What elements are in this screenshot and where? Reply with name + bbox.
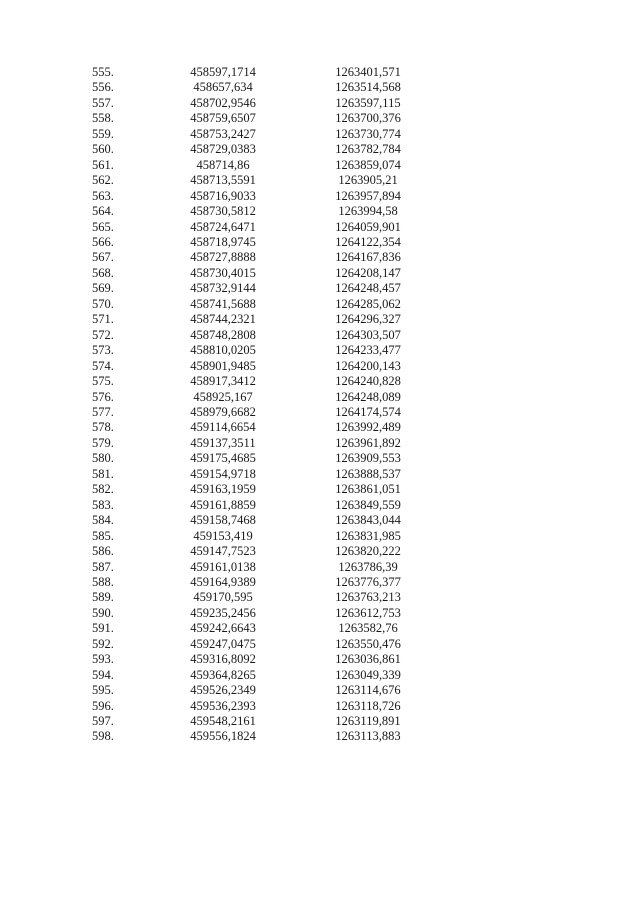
x-coordinate-cell: 458759,6507 (190, 111, 256, 126)
point-number-cell: 595. (92, 683, 114, 698)
y-coordinate-cell: 1263861,051 (335, 482, 401, 497)
table-row (82, 436, 438, 451)
x-coordinate-cell: 458917,3412 (190, 374, 256, 389)
point-number-cell: 566. (92, 234, 114, 249)
x-coordinate-cell: 458716,9033 (190, 188, 256, 203)
point-number-cell: 594. (92, 667, 114, 682)
x-coordinate-cell: 459175,4685 (190, 451, 256, 466)
y-coordinate-cell: 1264059,901 (335, 219, 401, 234)
point-number-cell: 582. (92, 482, 114, 497)
y-coordinate-cell: 1263831,985 (335, 528, 401, 543)
table-row (82, 250, 438, 265)
y-coordinate-cell: 1264122,354 (335, 234, 401, 249)
x-coordinate-cell: 458597,1714 (190, 65, 256, 79)
table-row (82, 714, 438, 729)
x-coordinate-cell: 458729,0383 (190, 142, 256, 157)
x-coordinate-cell: 458741,5688 (190, 296, 256, 311)
point-number-cell: 568. (92, 265, 114, 280)
point-number-cell: 567. (92, 250, 114, 265)
table-row (82, 359, 438, 374)
y-coordinate-cell: 1263859,074 (335, 157, 401, 172)
table-row (82, 683, 438, 698)
y-coordinate-cell: 1263992,489 (335, 420, 401, 435)
point-number-cell: 593. (92, 652, 114, 667)
table-row (82, 575, 438, 590)
table-row (82, 328, 438, 343)
point-number-cell: 598. (92, 729, 114, 744)
point-number-cell: 592. (92, 636, 114, 651)
x-coordinate-cell: 459163,1959 (190, 482, 256, 497)
x-coordinate-cell: 459316,8092 (190, 652, 256, 667)
point-number-cell: 575. (92, 374, 114, 389)
table-row (82, 637, 438, 652)
y-coordinate-cell: 1263514,568 (335, 80, 401, 95)
y-coordinate-cell: 1263909,553 (335, 451, 401, 466)
x-coordinate-cell: 458901,9485 (190, 358, 256, 373)
point-number-cell: 570. (92, 296, 114, 311)
table-row (82, 266, 438, 281)
table-row (82, 668, 438, 683)
table-row (82, 297, 438, 312)
point-number-cell: 573. (92, 343, 114, 358)
table-row (82, 111, 438, 126)
table-row (82, 312, 438, 327)
point-number-cell: 584. (92, 513, 114, 528)
x-coordinate-cell: 459526,2349 (190, 683, 256, 698)
table-row (82, 560, 438, 575)
x-coordinate-cell: 459170,595 (193, 590, 253, 605)
y-coordinate-cell: 1264200,143 (335, 358, 401, 373)
y-coordinate-cell: 1263730,774 (335, 126, 401, 141)
y-coordinate-cell: 1263905,21 (338, 173, 398, 188)
y-coordinate-cell: 1263113,883 (335, 729, 401, 744)
table-row (82, 158, 438, 173)
y-coordinate-cell: 1263114,676 (335, 683, 401, 698)
table-row (82, 405, 438, 420)
table-row (82, 451, 438, 466)
y-coordinate-cell: 1263550,476 (335, 636, 401, 651)
point-number-cell: 560. (92, 142, 114, 157)
point-number-cell: 588. (92, 574, 114, 589)
y-coordinate-cell: 1263597,115 (335, 95, 401, 110)
x-coordinate-cell: 458657,634 (193, 80, 253, 95)
x-coordinate-cell: 458810,0205 (190, 343, 256, 358)
y-coordinate-cell: 1263782,784 (335, 142, 401, 157)
table-row (82, 498, 438, 513)
y-coordinate-cell: 1263763,213 (335, 590, 401, 605)
x-coordinate-cell: 458730,4015 (190, 265, 256, 280)
point-number-cell: 565. (92, 219, 114, 234)
x-coordinate-cell: 459556,1824 (190, 729, 256, 744)
x-coordinate-cell: 458744,2321 (190, 312, 256, 327)
table-row (82, 173, 438, 188)
table-row (82, 343, 438, 358)
point-number-cell: 561. (92, 157, 114, 172)
point-number-cell: 589. (92, 590, 114, 605)
y-coordinate-cell: 1264167,836 (335, 250, 401, 265)
y-coordinate-cell: 1264296,327 (335, 312, 401, 327)
table-row (82, 544, 438, 559)
x-coordinate-cell: 458724,6471 (190, 219, 256, 234)
table-row (82, 390, 438, 405)
y-coordinate-cell: 1263119,891 (335, 714, 401, 729)
x-coordinate-cell: 458713,5591 (190, 173, 256, 188)
y-coordinate-cell: 1263888,537 (335, 466, 401, 481)
y-coordinate-cell: 1264248,089 (335, 389, 401, 404)
x-coordinate-cell: 459137,3511 (190, 435, 256, 450)
point-number-cell: 559. (92, 126, 114, 141)
x-coordinate-cell: 458979,6682 (190, 404, 256, 419)
y-coordinate-cell: 1264285,062 (335, 296, 401, 311)
y-coordinate-cell: 1264208,147 (335, 265, 401, 280)
y-coordinate-cell: 1264233,477 (335, 343, 401, 358)
x-coordinate-cell: 458925,167 (193, 389, 253, 404)
table-row (82, 729, 438, 744)
table-row (82, 621, 438, 636)
y-coordinate-cell: 1263036,861 (335, 652, 401, 667)
table-row (82, 374, 438, 389)
point-number-cell: 585. (92, 528, 114, 543)
point-number-cell: 580. (92, 451, 114, 466)
table-row (82, 235, 438, 250)
y-coordinate-cell: 1263582,76 (338, 621, 398, 636)
x-coordinate-cell: 458727,8888 (190, 250, 256, 265)
point-number-cell: 586. (92, 544, 114, 559)
y-coordinate-cell: 1263612,753 (335, 605, 401, 620)
x-coordinate-cell: 458714,86 (196, 157, 250, 172)
y-coordinate-cell: 1263401,571 (335, 65, 401, 79)
table-row (82, 204, 438, 219)
x-coordinate-cell: 459242,6643 (190, 621, 256, 636)
point-number-cell: 557. (92, 95, 114, 110)
x-coordinate-cell: 459536,2393 (190, 698, 256, 713)
y-coordinate-cell: 1264248,457 (335, 281, 401, 296)
point-number-cell: 579. (92, 435, 114, 450)
table-row (82, 281, 438, 296)
point-number-cell: 574. (92, 358, 114, 373)
coordinate-table (82, 65, 438, 745)
x-coordinate-cell: 459364,8265 (190, 667, 256, 682)
point-number-cell: 562. (92, 173, 114, 188)
table-row (82, 529, 438, 544)
point-number-cell: 558. (92, 111, 114, 126)
table-row (82, 65, 438, 80)
table-row (82, 220, 438, 235)
y-coordinate-cell: 1263843,044 (335, 513, 401, 528)
point-number-cell: 587. (92, 559, 114, 574)
y-coordinate-cell: 1263700,376 (335, 111, 401, 126)
point-number-cell: 583. (92, 497, 114, 512)
table-row (82, 482, 438, 497)
point-number-cell: 569. (92, 281, 114, 296)
y-coordinate-cell: 1263820,222 (335, 544, 401, 559)
point-number-cell: 576. (92, 389, 114, 404)
y-coordinate-cell: 1264303,507 (335, 327, 401, 342)
y-coordinate-cell: 1263049,339 (335, 667, 401, 682)
table-row (82, 127, 438, 142)
y-coordinate-cell: 1263961,892 (335, 435, 401, 450)
point-number-cell: 564. (92, 204, 114, 219)
point-number-cell: 572. (92, 327, 114, 342)
x-coordinate-cell: 458732,9144 (190, 281, 256, 296)
x-coordinate-cell: 459114,6654 (190, 420, 256, 435)
table-row (82, 652, 438, 667)
x-coordinate-cell: 458718,9745 (190, 234, 256, 249)
y-coordinate-cell: 1263994,58 (338, 204, 398, 219)
table-row (82, 606, 438, 621)
y-coordinate-cell: 1263849,559 (335, 497, 401, 512)
x-coordinate-cell: 458730,5812 (190, 204, 256, 219)
x-coordinate-cell: 459153,419 (193, 528, 253, 543)
point-number-cell: 555. (92, 65, 114, 79)
y-coordinate-cell: 1263776,377 (335, 574, 401, 589)
table-row (82, 96, 438, 111)
table-row (82, 513, 438, 528)
point-number-cell: 563. (92, 188, 114, 203)
y-coordinate-cell: 1263118,726 (335, 698, 401, 713)
x-coordinate-cell: 459154,9718 (190, 466, 256, 481)
y-coordinate-cell: 1263786,39 (338, 559, 398, 574)
point-number-cell: 597. (92, 714, 114, 729)
table-row (82, 142, 438, 157)
point-number-cell: 577. (92, 404, 114, 419)
y-coordinate-cell: 1264240,828 (335, 374, 401, 389)
x-coordinate-cell: 459235,2456 (190, 605, 256, 620)
table-row (82, 420, 438, 435)
x-coordinate-cell: 459161,8859 (190, 497, 256, 512)
table-row (82, 467, 438, 482)
point-number-cell: 596. (92, 698, 114, 713)
y-coordinate-cell: 1264174,574 (335, 404, 401, 419)
y-coordinate-cell: 1263957,894 (335, 188, 401, 203)
x-coordinate-cell: 459161,0138 (190, 559, 256, 574)
point-number-cell: 578. (92, 420, 114, 435)
x-coordinate-cell: 459158,7468 (190, 513, 256, 528)
table-row (82, 699, 438, 714)
table-row (82, 189, 438, 204)
x-coordinate-cell: 459147,7523 (190, 544, 256, 559)
point-number-cell: 581. (92, 466, 114, 481)
point-number-cell: 556. (92, 80, 114, 95)
x-coordinate-cell: 459247,0475 (190, 636, 256, 651)
point-number-cell: 591. (92, 621, 114, 636)
x-coordinate-cell: 458753,2427 (190, 126, 256, 141)
x-coordinate-cell: 459548,2161 (190, 714, 256, 729)
point-number-cell: 571. (92, 312, 114, 327)
table-row (82, 80, 438, 95)
table-row (82, 590, 438, 605)
x-coordinate-cell: 458748,2808 (190, 327, 256, 342)
point-number-cell: 590. (92, 605, 114, 620)
coordinate-table-body (82, 65, 438, 745)
x-coordinate-cell: 459164,9389 (190, 574, 256, 589)
x-coordinate-cell: 458702,9546 (190, 95, 256, 110)
